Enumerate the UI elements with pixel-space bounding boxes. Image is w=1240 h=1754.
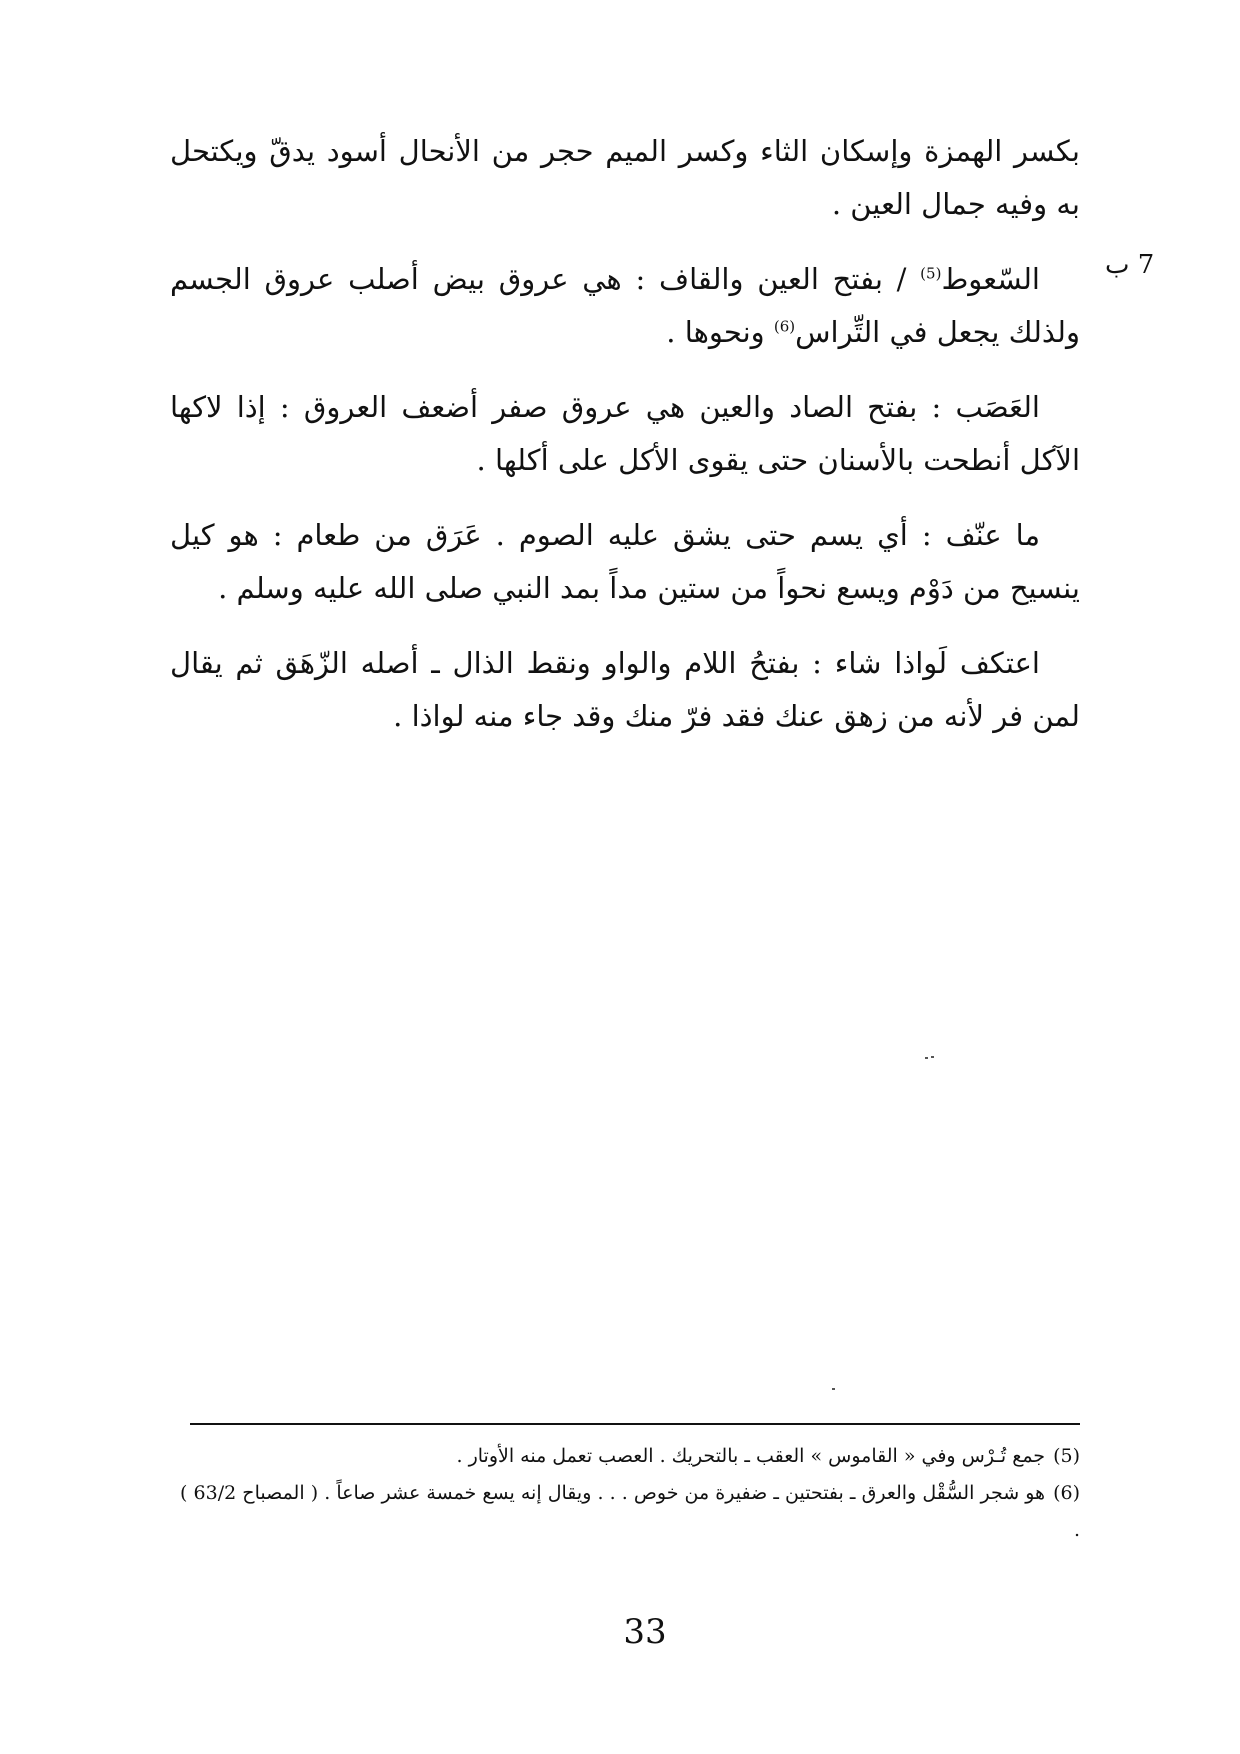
paragraph-3 xyxy=(170,381,1080,487)
footnote-5 xyxy=(180,1438,1080,1475)
paragraph-4-text: ما عنّف : أي يسم حتى يشق عليه الصوم . عَرَق من طعام : هو كيل ينسيح من دَوْم ويسع نحواً من ستين مداً بمد النبي صلى الله عليه وسلم . xyxy=(170,518,1080,605)
main-text-body xyxy=(170,125,1080,765)
footnote-ref-6[interactable]: (6) xyxy=(773,317,796,336)
paragraph-2 xyxy=(170,253,1080,359)
footnote-ref-5[interactable]: (5) xyxy=(920,264,942,283)
footnote-divider xyxy=(190,1423,1080,1425)
footnote-6-number: (6) xyxy=(1053,1482,1081,1504)
paragraph-3-text: العَصَب : بفتح الصاد والعين هي عروق صفر أضعف العروق : إذا لاكها الآكل أنطحت بالأسنان حتى يقوى الأكل على أكلها . xyxy=(170,390,1080,477)
footnote-6-text: هو شجر السُّقْل والعرق ـ بفتحتين ـ ضفيرة من خوص . . . ويقال إنه يسع خمسة عشر صاعاً . ( المصباح 63/2 ) . xyxy=(180,1482,1080,1541)
scan-speck xyxy=(832,1388,835,1390)
page-number: 33 xyxy=(623,1612,667,1652)
footnotes-section xyxy=(180,1438,1080,1549)
paragraph-5-text: اعتكف لَواذا شاء : بفتحُ اللام والواو ونقط الذال ـ أصله الزّهَق ثم يقال لمن فر لأنه من زهق عنك فقد فرّ منك وقد جاء منه لواذا . xyxy=(170,646,1080,733)
paragraph-2-text-middle: / بفتح العين والقاف : هي عروق بيض أصلب عروق الجسم ولذلك يجعل في التِّراس xyxy=(170,262,1080,349)
footnote-5-text: جمع تُـرْس وفي « القاموس » العقب ـ بالتحريك . العصب تعمل منه الأوتار . xyxy=(456,1445,1046,1467)
scan-speck xyxy=(931,1056,934,1058)
paragraph-2-text-before: السّعوط xyxy=(941,262,1040,296)
paragraph-1-text: بكسر الهمزة وإسكان الثاء وكسر الميم حجر من الأنحال أسود يدقّ ويكتحل به وفيه جمال العين . xyxy=(170,134,1080,221)
paragraph-5 xyxy=(170,637,1080,743)
scan-speck xyxy=(925,1057,928,1059)
paragraph-4 xyxy=(170,509,1080,615)
footnote-6 xyxy=(180,1475,1080,1549)
footnote-5-number: (5) xyxy=(1053,1445,1080,1467)
paragraph-2-text-after: ونحوها . xyxy=(666,315,774,349)
folio-marker: 7 ب xyxy=(1105,250,1155,280)
paragraph-1 xyxy=(170,125,1080,231)
